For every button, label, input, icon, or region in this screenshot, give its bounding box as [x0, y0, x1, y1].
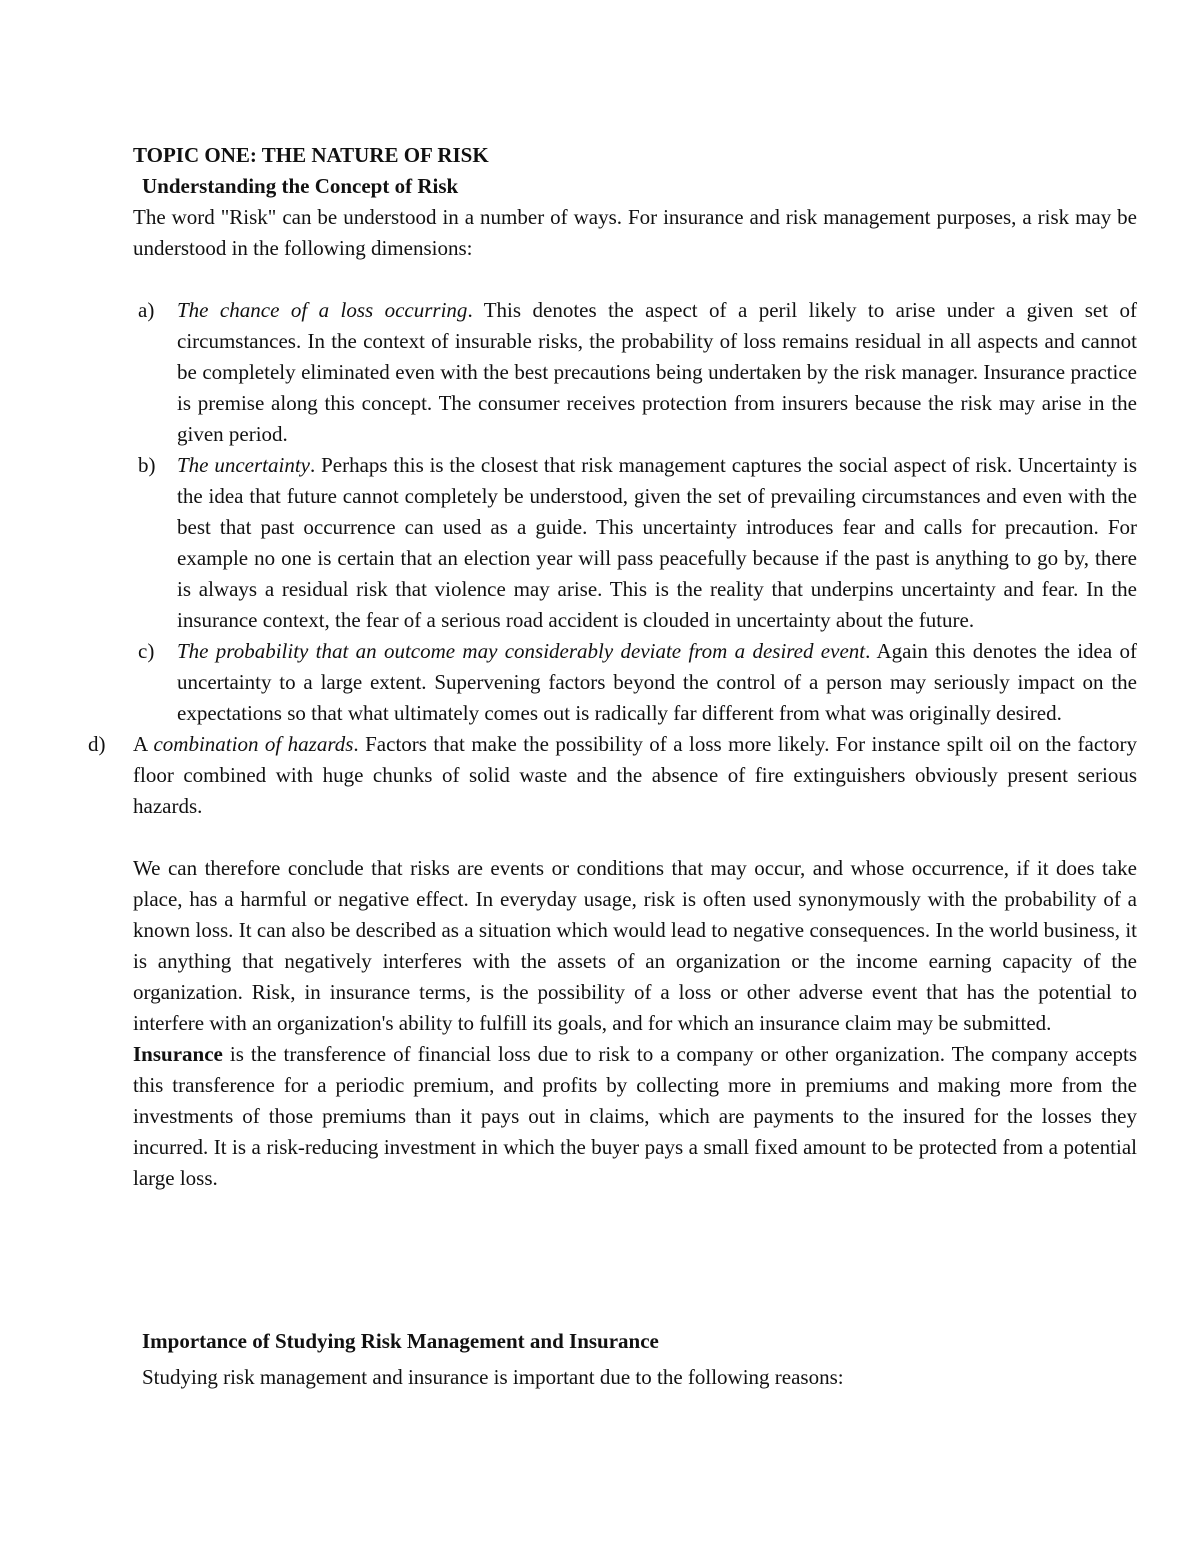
dimension-term: The uncertainty — [177, 453, 310, 477]
dimension-term: combination of hazards — [153, 732, 354, 756]
list-item — [133, 295, 1137, 450]
concept-heading: Understanding the Concept of Risk — [142, 174, 459, 198]
list-marker: c) — [138, 639, 155, 663]
list-item — [133, 636, 1137, 729]
importance-intro: Studying risk management and insurance is important due to the following reasons: — [142, 1365, 844, 1389]
dimension-text: . This denotes the aspect of a peril likely to arise under a given set of circumstances. In the context of insurable risks, the probability of loss remains residual in all aspects and cannot be completely eliminated even with the best precautions being undertaken by the risk manager. Insurance practice is premise along this concept. The consumer receives protection from insurers because the risk may arise in the given period. — [177, 298, 1138, 446]
dimension-text: . Again this denotes the idea of uncertainty to a large extent. Supervening factors beyond the control of a person may seriously impact on the expectations so that what ultimately comes out is radically far different from what was originally desired. — [177, 639, 1137, 725]
intro-paragraph: The word "Risk" can be understood in a number of ways. For insurance and risk management purposes, a risk may be understood in the following dimensions: — [133, 205, 1137, 260]
dimension-prefix: A — [133, 732, 154, 756]
dimension-term: The chance of a loss occurring — [177, 298, 468, 322]
topic-title: TOPIC ONE: THE NATURE OF RISK — [133, 143, 489, 167]
list-item-d — [88, 729, 1138, 822]
dimension-term: The probability that an outcome may considerably deviate from a desired event — [177, 639, 866, 663]
list-item — [133, 450, 1137, 636]
list-marker: a) — [138, 298, 155, 322]
insurance-paragraph — [133, 1039, 1137, 1194]
main-content — [88, 140, 1138, 1194]
list-marker: d) — [88, 732, 106, 756]
risk-dimensions-list — [133, 295, 1137, 729]
importance-heading: Importance of Studying Risk Management and Insurance — [142, 1329, 659, 1353]
dimension-text: . Perhaps this is the closest that risk management captures the social aspect of risk. Uncertainty is the idea that future cannot completely be understood, given the set of prevailing circumstances and even with the best that past occurrence can used as a guide. This uncertainty introduces fear and calls for precaution. For example no one is certain that an election year will pass peacefully because if the past is anything to go by, there is always a residual risk that violence may arise. This is the reality that underpins uncertainty and fear. In the insurance context, the fear of a serious road accident is clouded in uncertainty about the future. — [177, 453, 1137, 632]
insurance-definition: is the transference of financial loss due to risk to a company or other organization. The company accepts this transference for a periodic premium, and profits by collecting more in premiums and making more from the investments of those premiums than it pays out in claims, which are payments to the insured for the losses they incurred. It is a risk-reducing investment in which the buyer pays a small fixed amount to be protected from a potential large loss. — [133, 1042, 1137, 1190]
list-marker: b) — [138, 453, 156, 477]
dimension-text: . Factors that make the possibility of a loss more likely. For instance spilt oil on the factory floor combined with huge chunks of solid waste and the absence of fire extinguishers obviously present serious hazards. — [133, 732, 1138, 818]
insurance-term: Insurance — [133, 1042, 223, 1066]
conclusion-paragraph: We can therefore conclude that risks are events or conditions that may occur, and whose occurrence, if it does take place, has a harmful or negative effect. In everyday usage, risk is often used synonymously with the probability of a known loss. It can also be described as a situation which would lead to negative consequences. In the world business, it is anything that negatively interferes with the assets of an organization or the income earning capacity of the organization. Risk, in insurance terms, is the possibility of a loss or other adverse event that has the potential to interfere with an organization's ability to fulfill its goals, and for which an insurance claim may be submitted. — [133, 856, 1137, 1035]
importance-section — [133, 1326, 1137, 1393]
